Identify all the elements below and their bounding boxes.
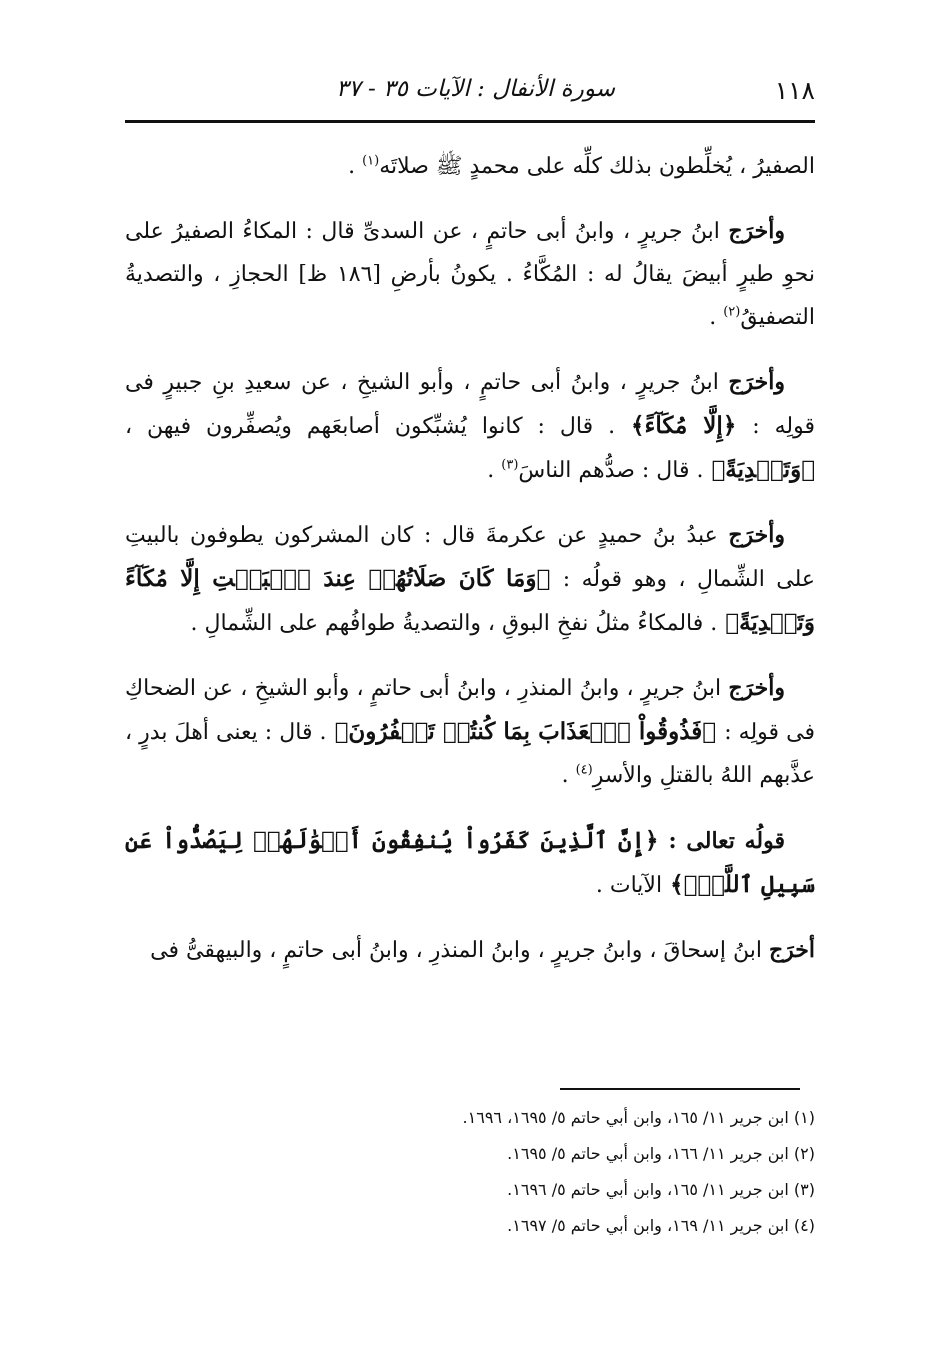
page-header [125, 68, 815, 118]
footnotes [125, 1100, 815, 1244]
paragraph-3 [125, 361, 815, 492]
page-number: ١١٨ [774, 76, 815, 105]
paragraph-text: . قال : يعنى أهلَ بدرٍ ، عذَّبهم اللهُ بالقتلِ والأسرِ [125, 720, 815, 788]
quran-quote: ﴿فَذُوقُواْ ٱلۡعَذَابَ بِمَا كُنتُمۡ تَكۡفُرُونَ﴾ [326, 718, 725, 745]
quran-quote: ﴿وَمَا كَانَ صَلَاتُهُمۡ عِندَ ٱلۡبَيۡتِ إِلَّا مُكَآءً وَتَصۡدِيَةً﴾ [125, 565, 815, 636]
quran-quote: ﴿إِنَّ ٱلَّذِينَ كَفَرُواْ يُنفِقُونَ أَمۡوَٰلَهُمۡ لِيَصُدُّواْ عَن سَبِيلِ ٱللَّهِۚ﴾ [125, 827, 815, 898]
main-text [125, 145, 815, 994]
paragraph-lead: وأخرَج [728, 218, 785, 244]
paragraph-text: عبدُ بنُ حميدٍ عن عكرمةَ قال : كان المشركون يطوفون بالبيتِ على الشِّمالِ ، وهو قولُه : [125, 523, 815, 592]
footnote-2: (٢) ابن جرير ١١/ ١٦٦، وابن أبي حاتم ٥/ ١٦٩٥. [507, 1144, 815, 1163]
paragraph-1 [125, 145, 815, 188]
paragraph-lead: وأخرَج [728, 675, 785, 701]
paragraph-tail: . [487, 458, 502, 483]
paragraph-tail: . [709, 305, 724, 330]
paragraph-5 [125, 667, 815, 797]
header-rule [125, 120, 815, 123]
footnote-1: (١) ابن جرير ١١/ ١٦٥، وابن أبي حاتم ٥/ ١٦٩٥، ١٦٩٦. [462, 1108, 815, 1127]
paragraph-lead: وأخرَج [728, 369, 785, 395]
paragraph-7 [125, 929, 815, 972]
footnote-rule [560, 1088, 800, 1090]
paragraph-text: ابنُ جريرٍ ، وابنُ أبى حاتمٍ ، وأبو الشيخِ ، عن سعيدِ بنِ جبيرٍ فى قولِه : [125, 370, 816, 439]
paragraph-text: الآيات . [595, 873, 663, 898]
paragraph-6 [125, 819, 815, 907]
footnote-4: (٤) ابن جرير ١١/ ١٦٩، وابن أبي حاتم ٥/ ١٦٩٧. [507, 1216, 815, 1235]
paragraph-text: ابنُ جريرٍ ، وابنُ أبى حاتمٍ ، عن السدىِّ قال : المكاءُ الصفيرُ على نحوِ طيرٍ أبيضَ يقالُ له : المُكَّاءُ . يكونُ بأرضِ [١٨٦ ظ] الحجازِ ، والتصديةُ التصفيقُ [125, 219, 816, 330]
footnote-ref: (٣) [501, 457, 519, 473]
footnote-ref: (١) [362, 153, 380, 169]
paragraph-text: . قال : كانوا يُشبِّكون أصابعَهم ويُصفِّرون فيهن ، [125, 414, 616, 439]
paragraph-lead: وأخرَج [728, 522, 785, 548]
paragraph-text: . قال : صدُّهم الناسَ [518, 458, 704, 483]
paragraph-tail: . [348, 154, 363, 179]
paragraph-lead: أخرَج [768, 937, 815, 963]
running-title: سورة الأنفال : الآيات ٣٥ - ٣٧ [336, 76, 615, 102]
paragraph-tail: . [561, 763, 576, 788]
paragraph-text: ابنُ إسحاقَ ، وابنُ جريرٍ ، وابنُ المنذرِ ، وابنُ أبى حاتمٍ ، والبيهقىُّ فى [150, 938, 769, 963]
footnote-ref: (٢) [723, 304, 741, 320]
paragraph-text: الصفيرُ ، يُخلِّطون بذلك كلِّه على محمدٍ ﷺ صلاتَه [379, 154, 815, 179]
footnote-ref: (٤) [575, 762, 593, 778]
quran-quote: ﴿وَتَصۡدِيَةً﴾ [703, 456, 815, 483]
footnote-3: (٣) ابن جرير ١١/ ١٦٥، وابن أبي حاتم ٥/ ١٦٩٦. [507, 1180, 815, 1199]
paragraph-text: . فالمكاءُ مثلُ نفخِ البوقِ ، والتصديةُ طوافُهم على الشِّمالِ . [190, 611, 718, 636]
quran-quote: ﴿إِلَّا مُكَآءً﴾ [615, 412, 753, 439]
paragraph-4 [125, 514, 815, 645]
paragraph-lead: قولُه تعالى : [668, 828, 785, 854]
paragraph-text: ابنُ جريرٍ ، وابنُ المنذرِ ، وابنُ أبى حاتمٍ ، وأبو الشيخِ ، عن الضحاكِ فى قولِه : [125, 676, 815, 745]
paragraph-2 [125, 210, 815, 339]
